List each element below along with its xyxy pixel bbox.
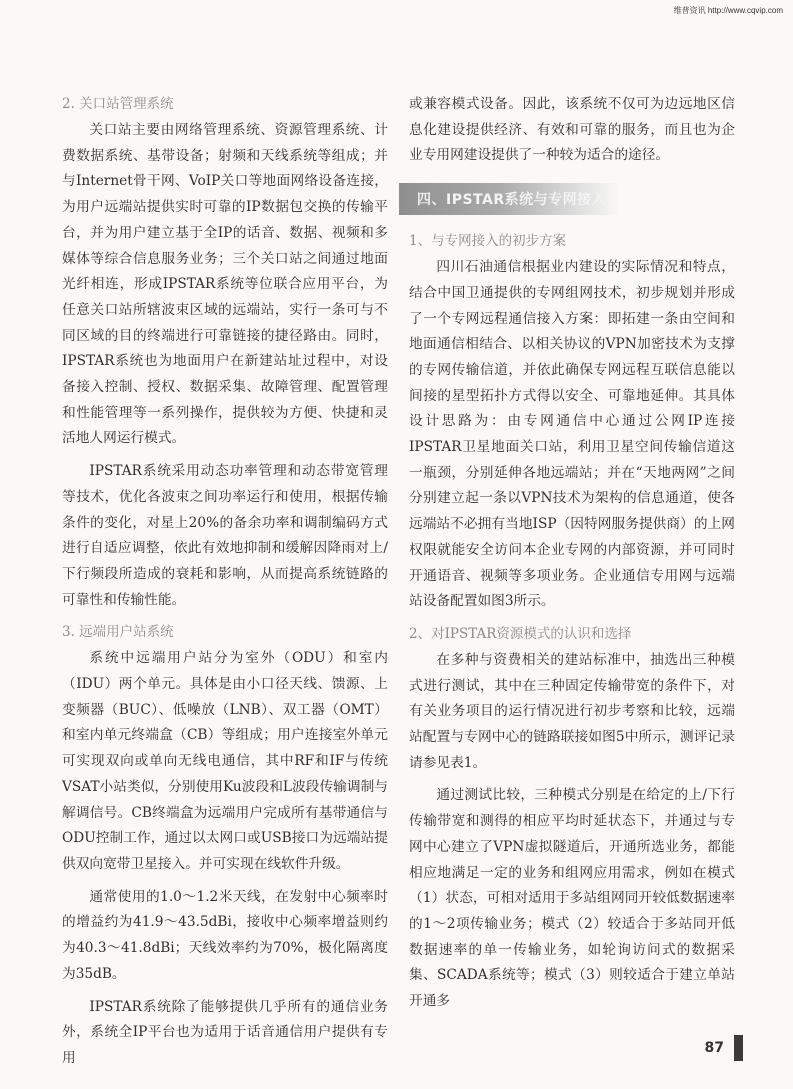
subsection-heading-1: 1、与专网接入的初步方案 [409, 233, 567, 250]
paragraph: IPSTAR系统除了能够提供几乎所有的通信业务外，系统全IP平台也为适用于话音通信用户提供有专用 [62, 998, 388, 1066]
paragraph: 或兼容模式设备。因此，该系统不仅可为边远地区信息化建设提供经济、有效和可靠的服务，而且也为企业专用网建设提供了一种较为适合的途径。 [409, 96, 735, 164]
page-number-text: 87 [704, 1040, 724, 1056]
page-number [705, 1035, 743, 1061]
right-column [409, 92, 735, 1022]
section-title: 四、IPSTAR系统与专网接入 [417, 192, 607, 209]
subsection-heading-2: 2、对IPSTAR资源模式的认识和选择 [409, 625, 632, 642]
left-column [62, 92, 388, 1079]
watermark: 维普资讯 http://www.cqvip.com [673, 6, 783, 15]
section-banner [399, 183, 619, 215]
paragraph: 通常使用的1.0～1.2米天线，在发射中心频率时的增益约为41.9～43.5dBi，接收中心频率增益则约为40.3～41.8dBi；天线效率约为70%，极化隔离度为35dB。 [62, 888, 388, 982]
paragraph: 通过测试比较，三种模式分别是在给定的上/下行传输带宽和测得的相应平均时延状态下，并通过与专网中心建立了VPN虚拟隧道后，开通所选业务，都能相应地满足一定的业务和组网应用需求，例如在模式（1）状态，可相对适用于多站组网同开较低数据速率的1～2项传输业务；模式（2）较适合于多站同开低数据速率的单一传输业务，如轮询访问式的数据采集、SCADA系统等；模式（3）则较适合于建立单站开通多 [409, 787, 735, 1010]
paragraph: IPSTAR系统采用动态功率管理和动态带宽管理等技术，优化各波束之间功率运行和使用，根据传输条件的变化，对星上20%的备余功率和调制编码方式进行自适应调整，依此有效地抑制和缓解因降雨对上/下行频段所造成的衰耗和影响，从而提高系统链路的可靠性和传输性能。 [62, 463, 388, 608]
paragraph: 在多种与资费相关的建站标准中，抽选出三种模式进行测试，其中在三种固定传输带宽的条件下，对有关业务项目的运行情况进行初步考察和比较，远端站配置与专网中心的链路联接如图5中所示，测评记录请参见表1。 [409, 651, 735, 771]
subsection-heading-2: 2. 关口站管理系统 [62, 96, 174, 112]
paragraph: 系统中远端用户站分为室外（ODU）和室内（IDU）两个单元。具体是由小口径天线、馈源、上变频器（BUC）、低噪放（LNB）、双工器（OMT）和室内单元终端盒（CB）等组成；用户连接室外单元可实现双向或单向无线电通信，其中RF和IF与传统VSAT小站类似，分别使用Ku波段和L波段传输调制与解调信号。CB终端盒为远端用户完成所有基带通信与ODU控制工作，通过以太网口或USB接口为远端站提供双向宽带卫星接入。并可实现在线软件升级。 [62, 650, 388, 872]
subsection-heading-3: 3. 远端用户站系统 [62, 624, 174, 641]
page-marker-bar [734, 1035, 743, 1061]
paragraph: 四川石油通信根据业内建设的实际情况和特点，结合中国卫通提供的专网组网技术，初步规划并形成了一个专网远程通信接入方案：即拓建一条由空间和地面通信相结合、以相关协议的VPN加密技术为支撑的专网传输信道，并依此确保专网远程互联信息能以间接的星型拓扑方式得以安全、可靠地延伸。其具体设计思路为：由专网通信中心通过公网IP连接IPSTAR卫星地面关口站，利用卫星空间传输信道这一瓶颈，分别延伸各地远端站；并在“天地两网”之间分别建立起一条以VPN技术为架构的信息通道，使各远端站不必拥有当地ISP（因特网服务提供商）的上网权限就能安全访问本企业专网的内部资源，并可同时开通语音、视频等多项业务。企业通信专用网与远端站设备配置如图3所示。 [409, 259, 735, 610]
paragraph: 关口站主要由网络管理系统、资源管理系统、计费数据系统、基带设备；射频和天线系统等组成；并与Internet骨干网、VoIP关口等地面网络设备连接，为用户远端站提供实时可靠的IP数据包交换的传输平台，并为用户建立基于全IP的话音、数据、视频和多媒体等综合信息服务业务；三个关口站之间通过地面光纤相连，形成IPSTAR系统等位联合应用平台，为任意关口站所辖波束区域的远端站，实行一条可与不同区域的目的终端进行可靠链接的捷径路由。同时，IPSTAR系统也为地面用户在新建站址过程中，对设备接入控制、授权、数据采集、故障管理、配置管理和性能管理等一系列操作，提供较为方便、快捷和灵活地人网运行模式。 [62, 122, 388, 447]
